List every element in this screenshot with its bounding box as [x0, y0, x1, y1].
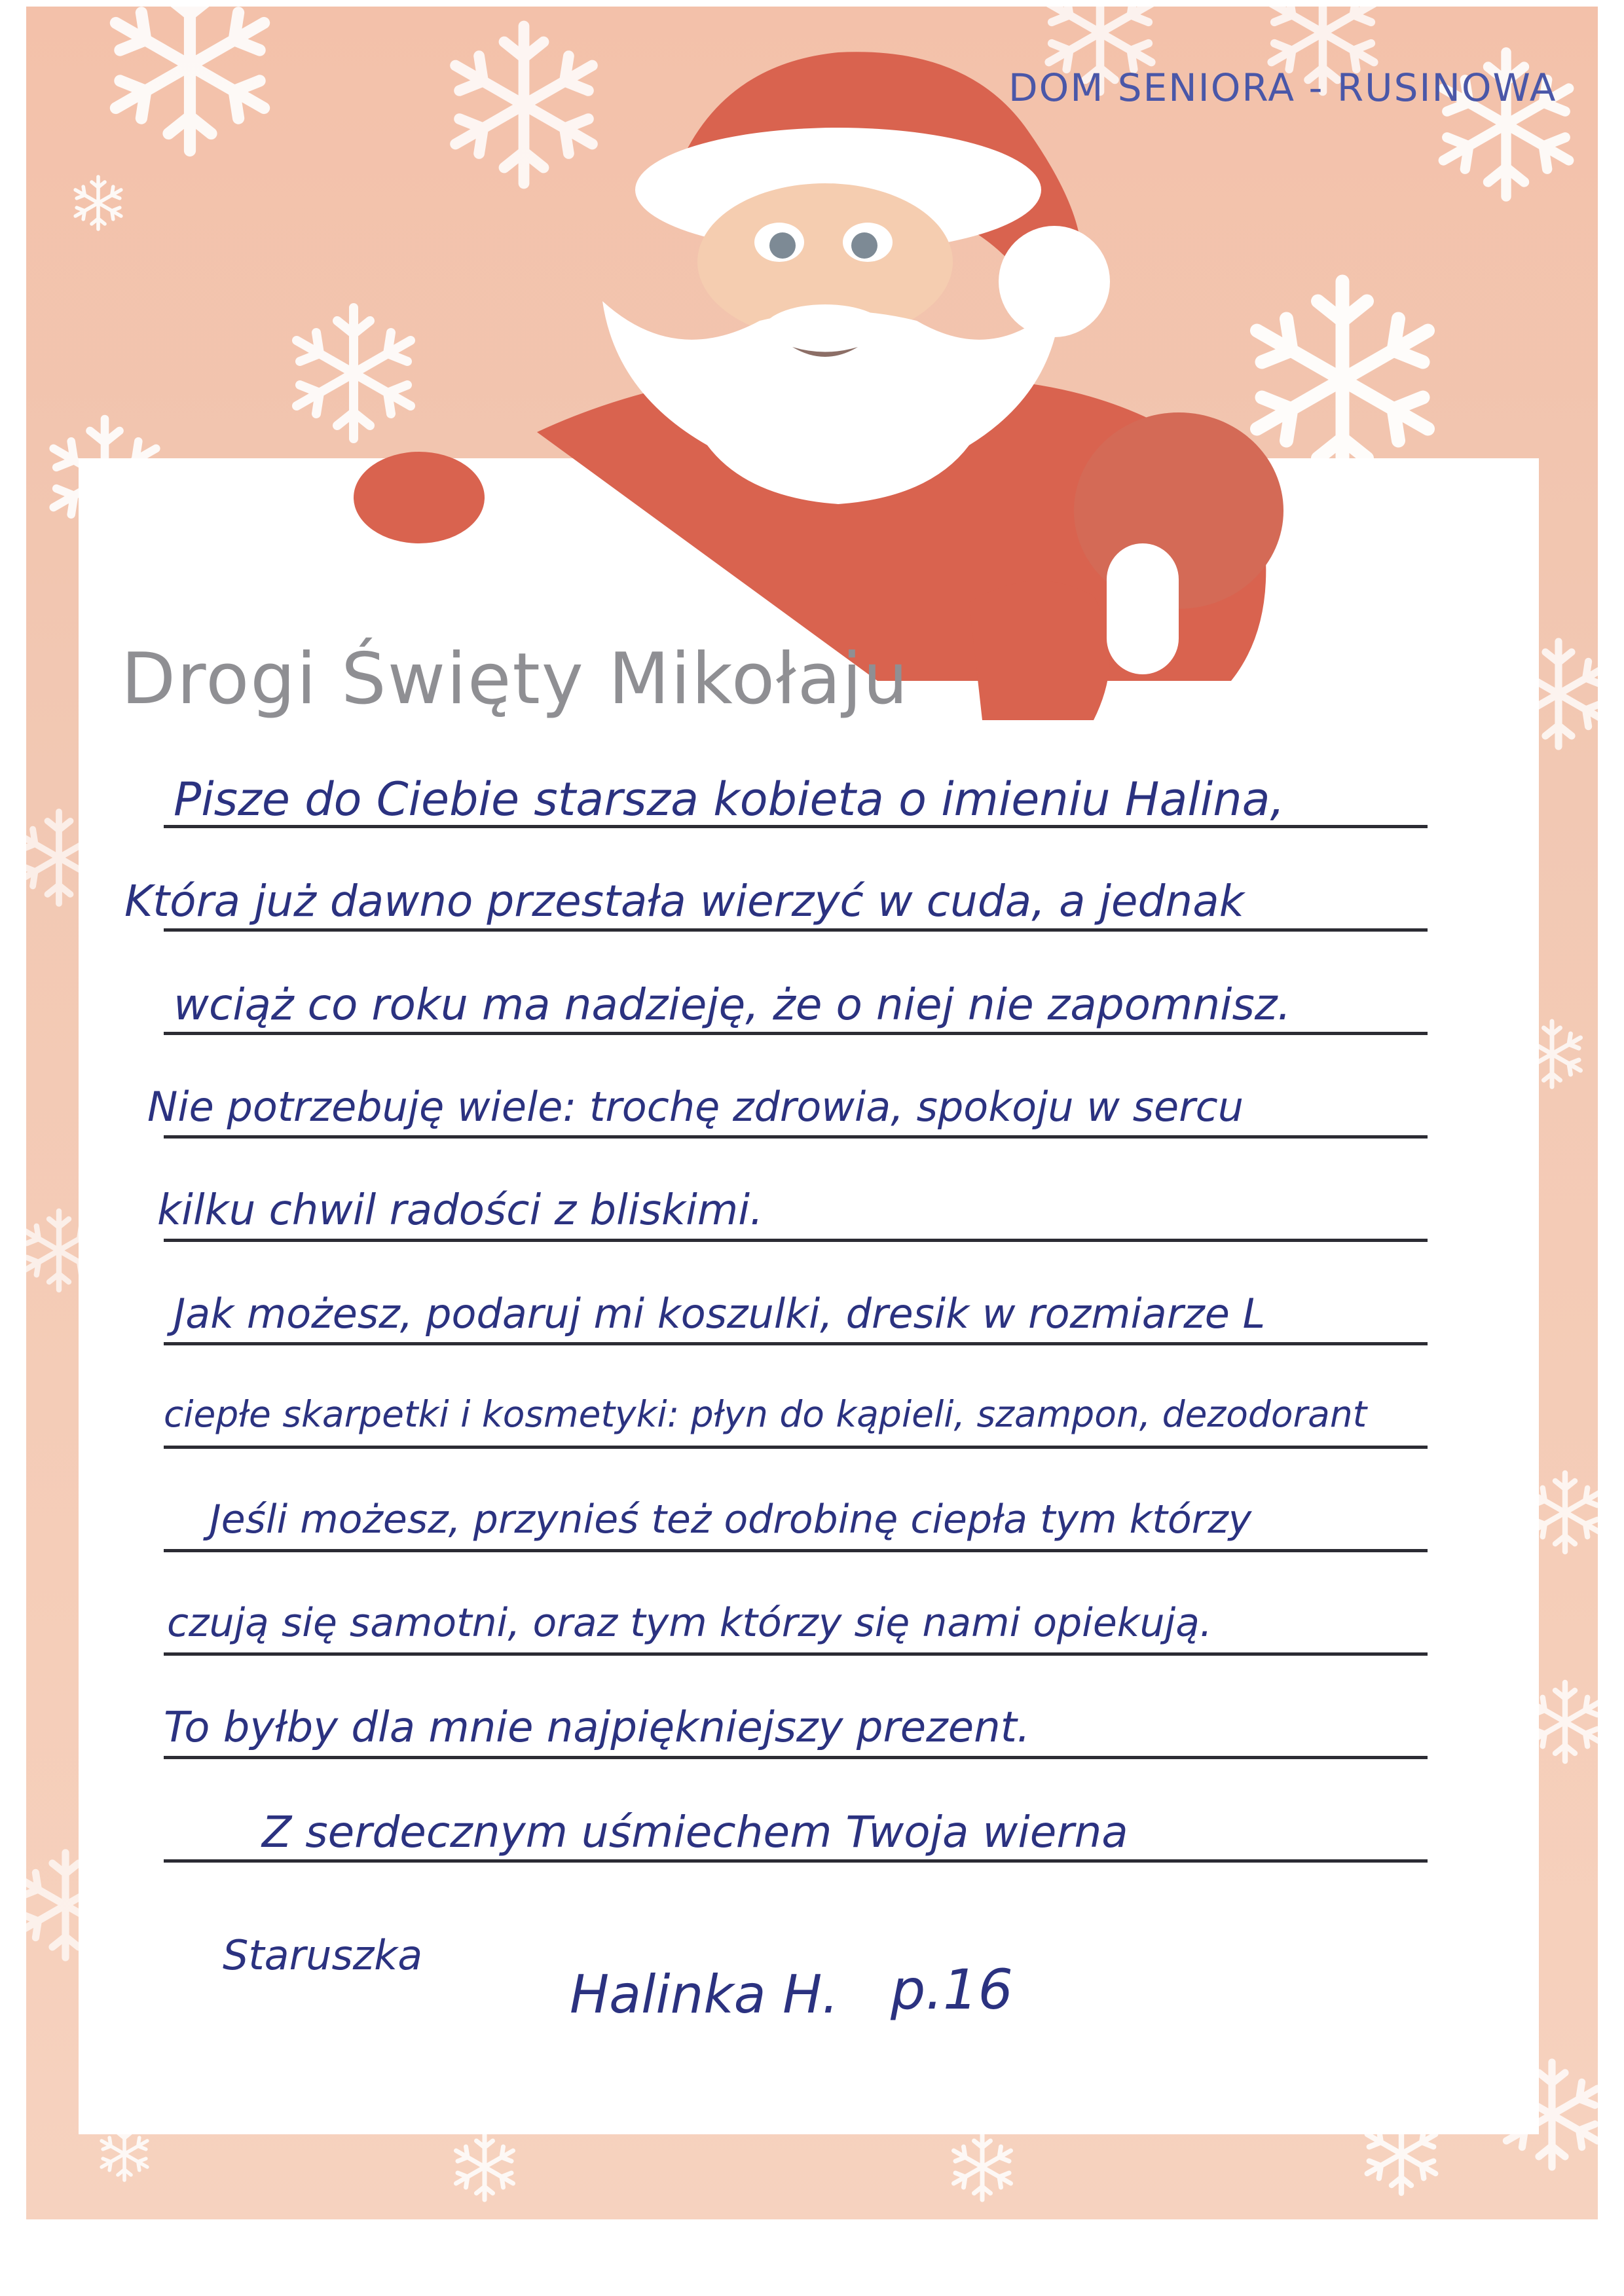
closing-word: Staruszka — [223, 1931, 423, 1979]
ruled-line — [164, 1135, 1428, 1139]
ruled-line — [164, 928, 1428, 932]
ruled-line — [164, 1652, 1428, 1656]
letter-line-5: kilku chwil radości z bliskimi. — [157, 1186, 764, 1235]
letter-line-8: Jeśli możesz, przynieś też odrobinę ciepła tym którzy — [210, 1497, 1252, 1542]
ruled-line — [164, 1032, 1428, 1035]
ruled-line — [164, 1239, 1428, 1242]
letter-line-7: ciepłe skarpetki i kosmetyki: płyn do kąpieli, szampon, dezodorant — [164, 1393, 1367, 1435]
ruled-line — [164, 1549, 1428, 1552]
letter-line-4: Nie potrzebuję wiele: trochę zdrowia, spokoju w sercu — [147, 1083, 1244, 1131]
ruled-line — [164, 1446, 1428, 1449]
page-title: Drogi Święty Mikołaju — [121, 638, 910, 720]
ruled-line — [164, 1859, 1428, 1863]
letter-line-10: To byłby dla mnie najpiękniejszy prezent. — [164, 1704, 1031, 1752]
letter-line-2: Która już dawno przestała wierzyć w cuda, a jednak — [124, 876, 1244, 926]
letter-line-11: Z serdecznym uśmiechem Twoja wierna — [262, 1807, 1128, 1857]
letter-line-1: Pisze do Ciebie starsza kobieta o imieniu Halina, — [174, 773, 1285, 826]
letter-line-9: czują się samotni, oraz tym którzy się nami opiekują. — [167, 1600, 1213, 1646]
room-number: p.16 — [891, 1958, 1013, 2022]
letter-line-3: wciąż co roku ma nadzieję, że o niej nie zapomnisz. — [174, 979, 1291, 1030]
ruled-line — [164, 1342, 1428, 1345]
ruled-line — [164, 1756, 1428, 1759]
header-stamp-text: DOM SENIORA - RUSINOWA — [1008, 65, 1557, 110]
letter-line-6: Jak możesz, podaruj mi koszulki, dresik w rozmiarze L — [174, 1290, 1266, 1338]
signature: Halinka H. — [570, 1964, 839, 2025]
